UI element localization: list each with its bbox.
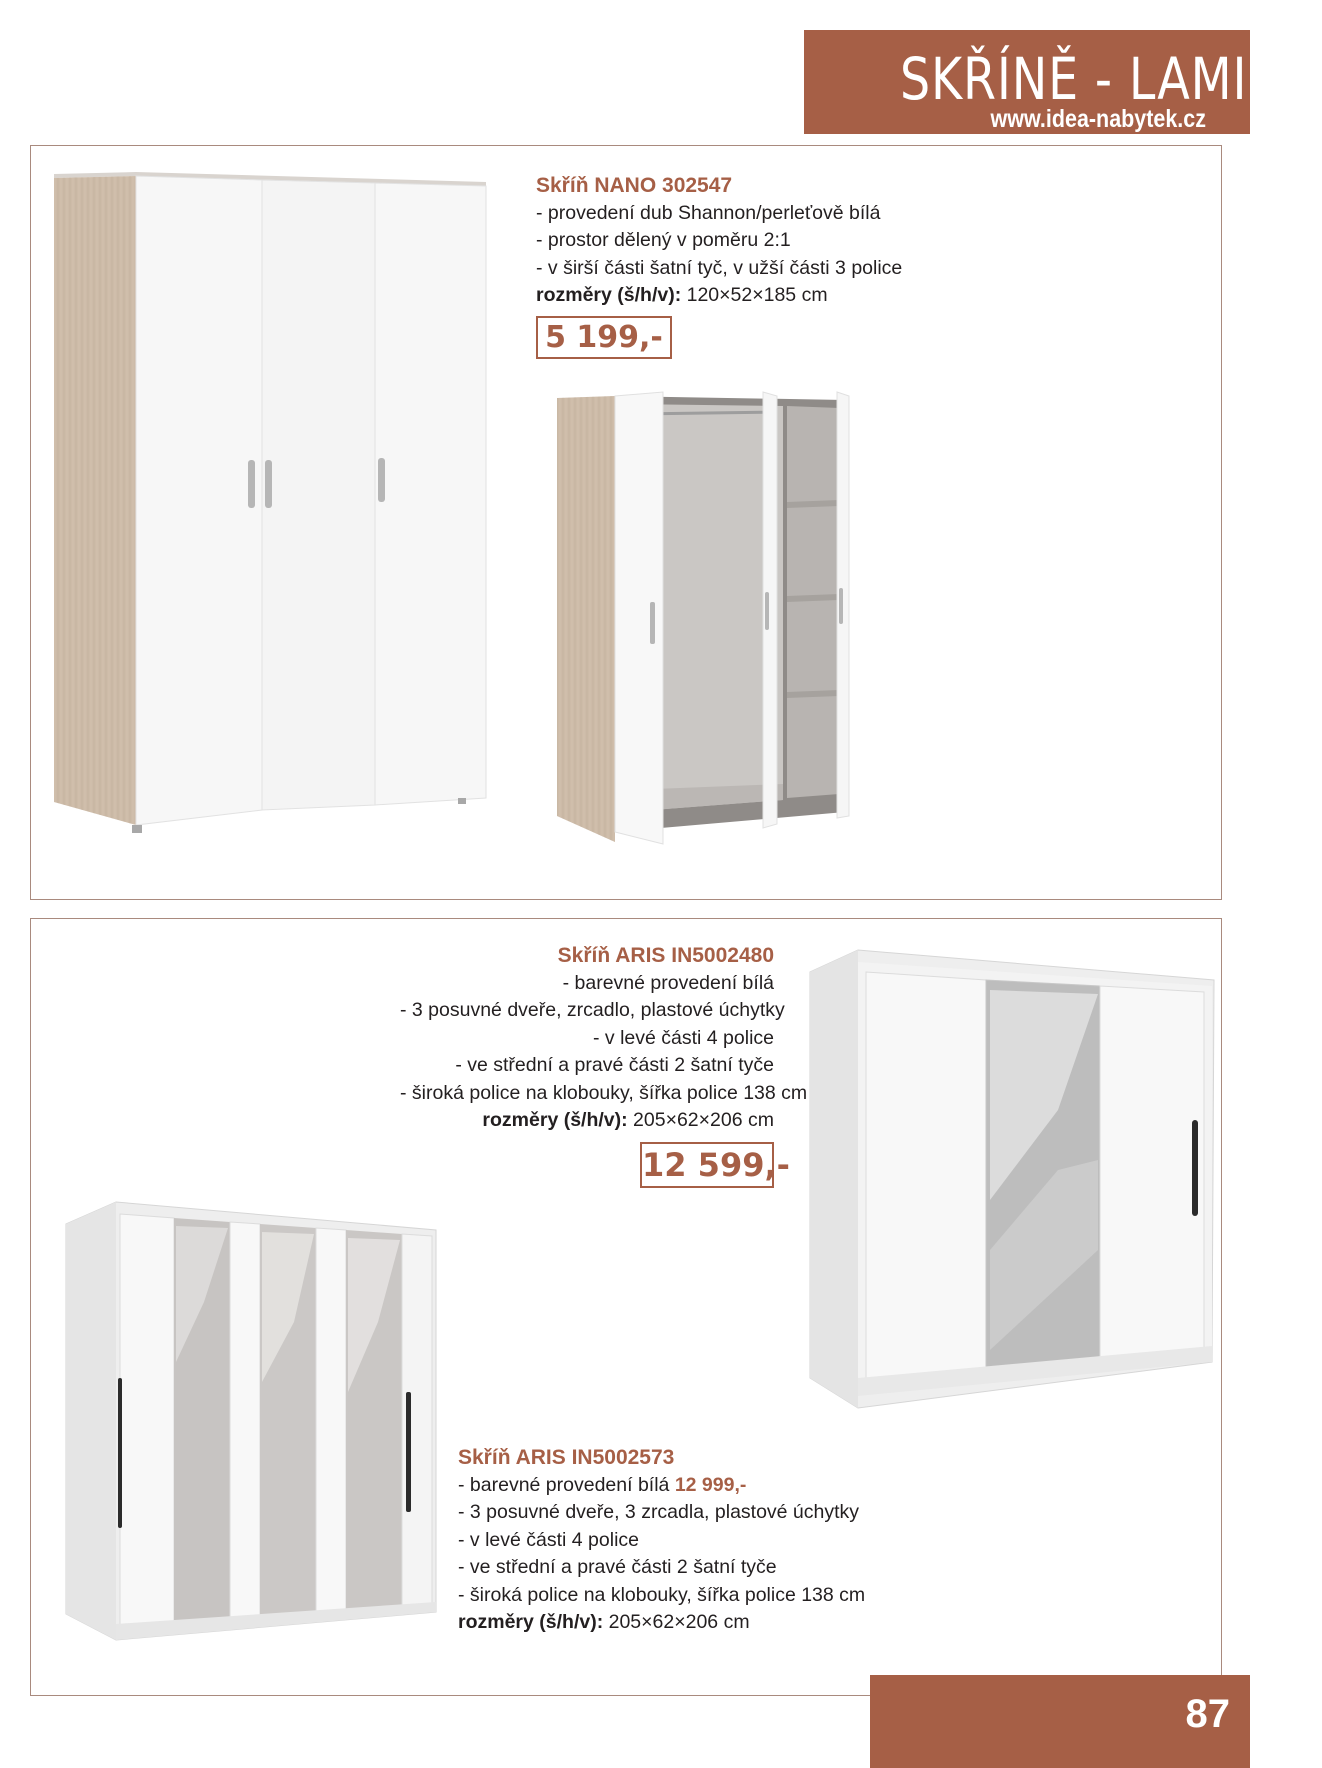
- feature-line: - ve střední a pravé části 2 šatní tyče: [455, 1054, 774, 1076]
- page-number: 87: [1185, 1692, 1230, 1736]
- feature-line: [458, 1472, 865, 1500]
- wardrobe-aris-three-mirrors-image: [64, 1202, 439, 1642]
- inline-price: 12 999,-: [674, 1473, 747, 1496]
- feature-line: - barevné provedení bílá: [562, 971, 774, 994]
- dimensions-line: [536, 282, 902, 310]
- feature-line: - v levé části 4 police: [593, 1026, 774, 1049]
- dimensions-line: [458, 1609, 865, 1637]
- dimensions-value: 205×62×206 cm: [627, 1109, 774, 1131]
- price-badge-nano: 5 199,-: [536, 316, 672, 359]
- dimensions-value: 120×52×185 cm: [681, 284, 828, 306]
- wardrobe-aris-one-mirror-image: [808, 950, 1216, 1410]
- feature-text: - barevné provedení bílá: [458, 1473, 675, 1496]
- feature-line: - 3 posuvné dveře, zrcadlo, plastové úchytky: [400, 999, 785, 1021]
- feature-line: - provedení dub Shannon/perleťově bílá: [536, 201, 881, 224]
- feature-line: - prostor dělený v poměru 2:1: [536, 229, 791, 251]
- feature-line: - v širší části šatní tyč, v užší části 3 police: [536, 256, 903, 279]
- website-link[interactable]: www.idea-nabytek.cz: [990, 105, 1206, 133]
- feature-line: - široká police na klobouky, šířka police 138 cm: [400, 1081, 808, 1104]
- dimensions-label: rozměry (š/h/v):: [482, 1109, 628, 1131]
- feature-line: - ve střední a pravé části 2 šatní tyče: [458, 1556, 777, 1578]
- dimensions-line: [400, 1107, 774, 1135]
- feature-line: - v levé části 4 police: [458, 1528, 639, 1551]
- wardrobe-nano-open-image: [555, 392, 850, 862]
- page-title: SKŘÍNĚ - LAMINO: [900, 45, 1322, 113]
- dimensions-label: rozměry (š/h/v):: [536, 284, 682, 306]
- product-title-aris-2573: Skříň ARIS IN5002573: [458, 1446, 675, 1469]
- feature-line: - široká police na klobouky, šířka police 138 cm: [458, 1583, 866, 1606]
- dimensions-label: rozměry (š/h/v):: [458, 1611, 604, 1633]
- product-title-aris-2480: Skříň ARIS IN5002480: [557, 944, 774, 967]
- wardrobe-nano-closed-image: [50, 170, 490, 840]
- product-title-nano: Skříň NANO 302547: [536, 174, 733, 197]
- dimensions-value: 205×62×206 cm: [603, 1611, 750, 1633]
- feature-line: - 3 posuvné dveře, 3 zrcadla, plastové úchytky: [458, 1501, 860, 1523]
- price-badge-aris-2480: 12 599,-: [640, 1142, 774, 1188]
